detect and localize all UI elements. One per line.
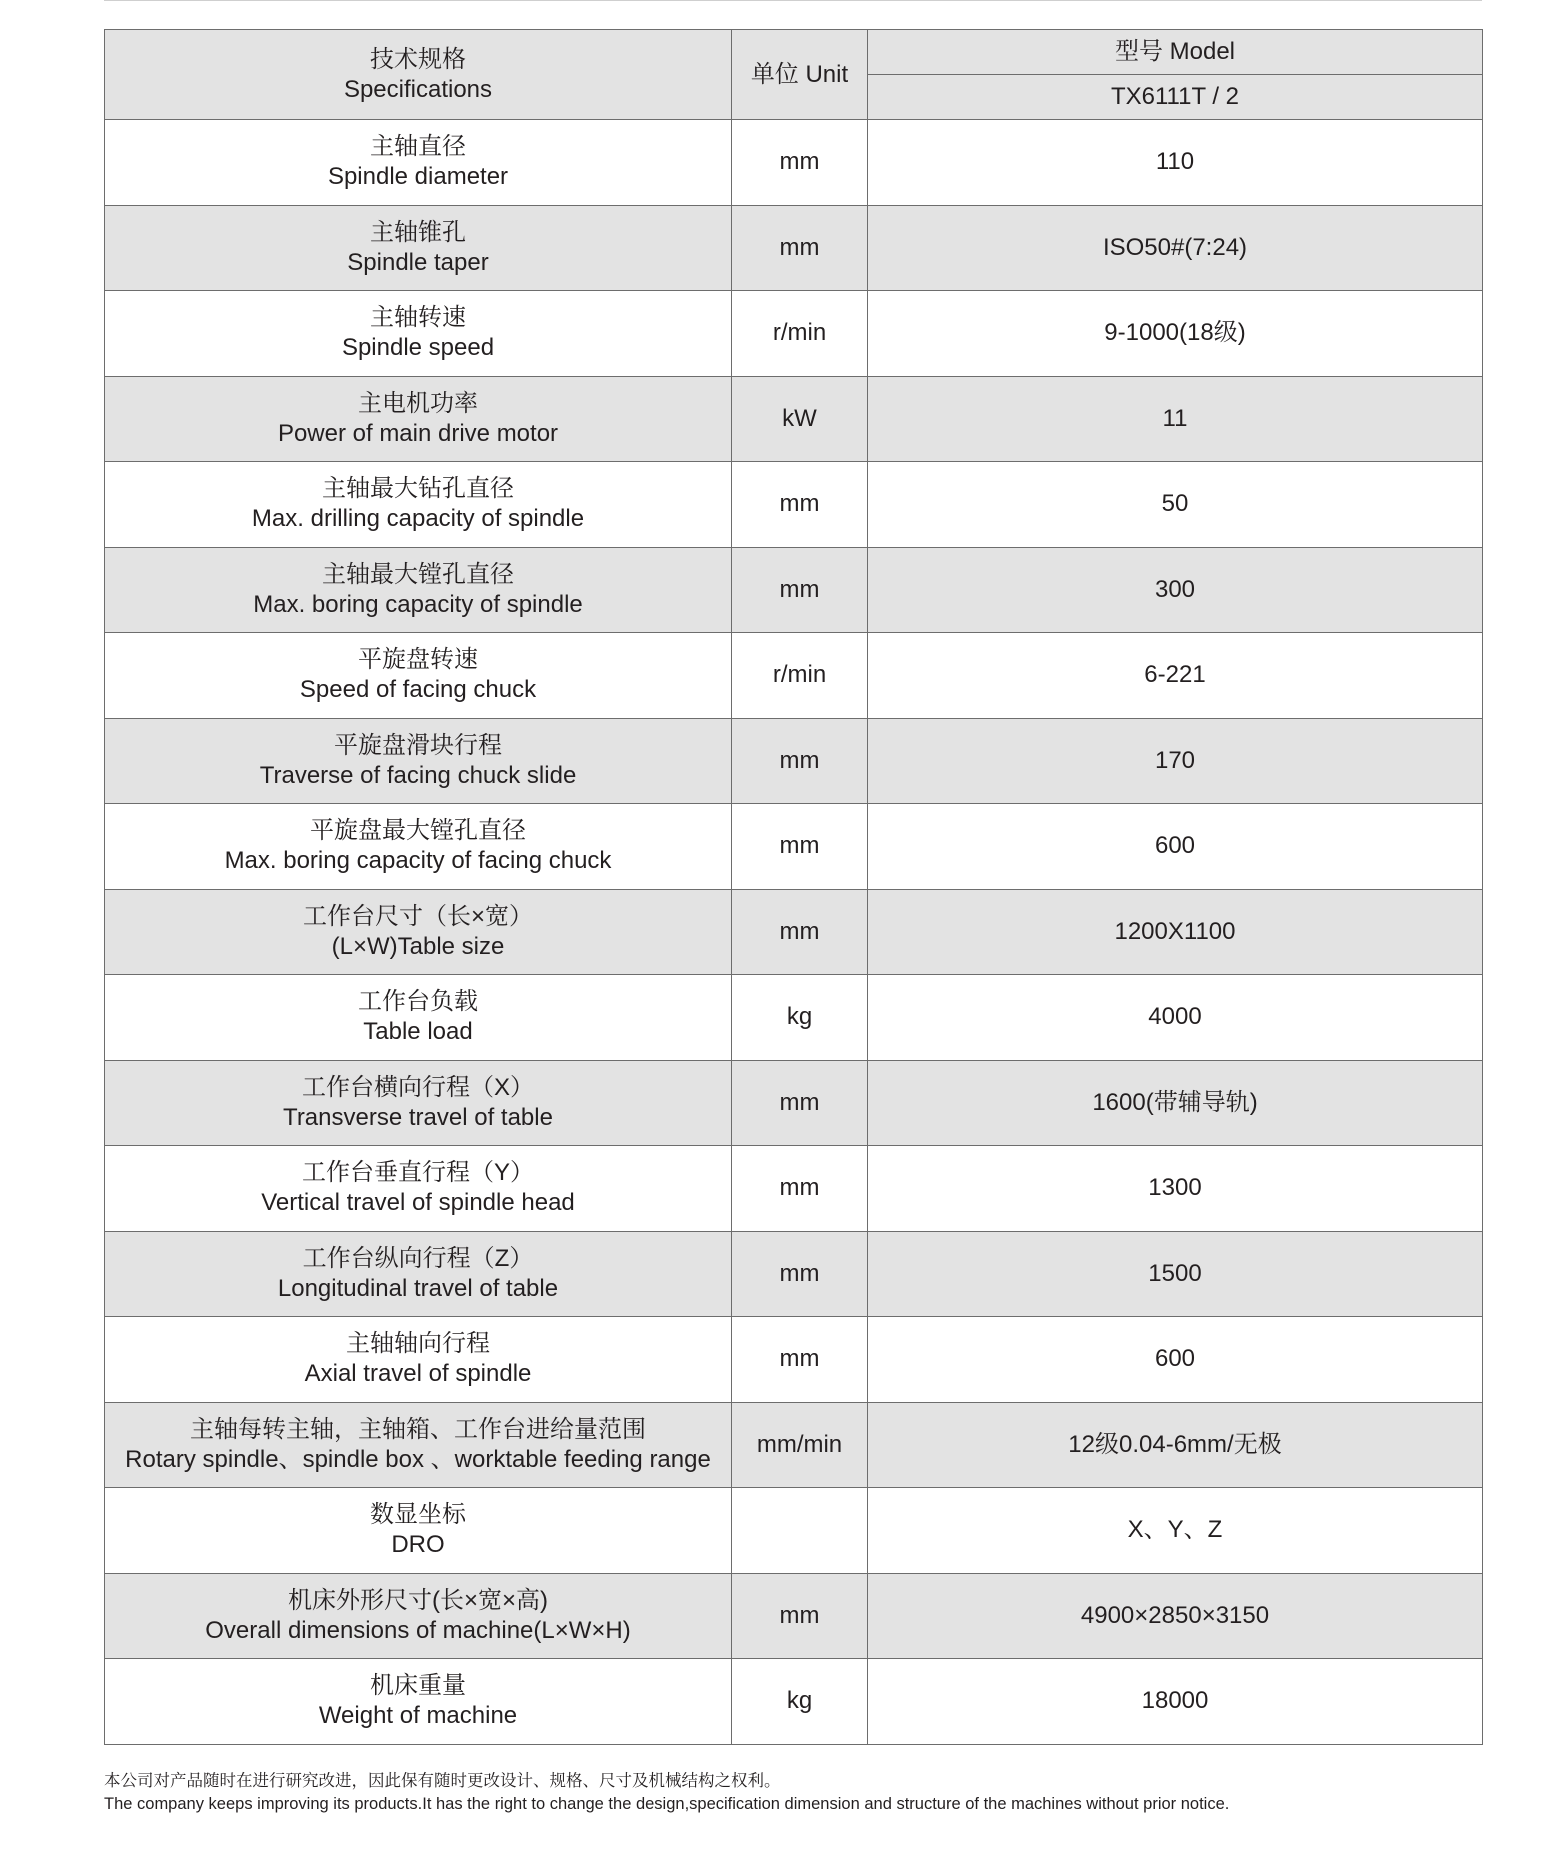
- spec-name-zh: 主轴转速: [370, 304, 466, 332]
- spec-name-zh: 平旋盘最大镗孔直径: [310, 817, 526, 845]
- spec-cell: [105, 462, 732, 548]
- table-row: [105, 1402, 1483, 1488]
- table-row: [105, 1060, 1483, 1146]
- spec-cell: [105, 1317, 732, 1403]
- spec-name-en: Speed of facing chuck: [299, 676, 537, 704]
- spec-cell: [105, 1060, 732, 1146]
- table-row: [105, 1317, 1483, 1403]
- value-cell: 12级0.04-6mm/无极: [868, 1402, 1483, 1488]
- table-row: [105, 1231, 1483, 1317]
- spec-name-zh: 工作台纵向行程（Z）: [302, 1244, 534, 1272]
- spec-name-zh: 工作台负载: [358, 988, 478, 1016]
- spec-name-zh: 工作台横向行程（X）: [301, 1073, 534, 1101]
- spec-cell: [105, 1146, 732, 1232]
- unit-cell: mm: [732, 804, 868, 890]
- spec-name-zh: 数显坐标: [370, 1501, 466, 1529]
- unit-cell: [732, 1488, 868, 1574]
- header-model-label: 型号 Model: [868, 30, 1483, 75]
- table-row: [105, 205, 1483, 291]
- spec-cell: [105, 633, 732, 719]
- unit-cell: mm: [732, 1146, 868, 1232]
- spec-cell: [105, 547, 732, 633]
- value-cell: 300: [868, 547, 1483, 633]
- spec-cell: [105, 205, 732, 291]
- spec-cell: [105, 975, 732, 1061]
- unit-cell: mm/min: [732, 1402, 868, 1488]
- header-model-value: TX6111T / 2: [868, 75, 1483, 120]
- table-row: [105, 975, 1483, 1061]
- unit-cell: mm: [732, 547, 868, 633]
- value-cell: 11: [868, 376, 1483, 462]
- spec-cell: [105, 889, 732, 975]
- value-cell: 110: [868, 120, 1483, 206]
- header-spec-cell: [105, 30, 732, 120]
- unit-cell: kW: [732, 376, 868, 462]
- value-cell: 6-221: [868, 633, 1483, 719]
- table-row: [105, 547, 1483, 633]
- table-row: [105, 804, 1483, 890]
- value-cell: 1200X1100: [868, 889, 1483, 975]
- spec-name-en: Traverse of facing chuck slide: [259, 761, 577, 789]
- value-cell: 18000: [868, 1659, 1483, 1745]
- disclaimer-en: The company keeps improving its products.It has the right to change the design,specification dimension and structure of the machines without prior notice.: [104, 1795, 1230, 1813]
- spec-name-en: Weight of machine: [318, 1702, 518, 1730]
- spec-name-en: Power of main drive motor: [277, 419, 559, 447]
- spec-name-zh: 机床外形尺寸(长×宽×高): [287, 1586, 548, 1614]
- top-rule: [104, 0, 1482, 1]
- table-row: [105, 120, 1483, 206]
- unit-cell: mm: [732, 1317, 868, 1403]
- value-cell: 4000: [868, 975, 1483, 1061]
- spec-cell: [105, 804, 732, 890]
- disclaimer-zh: 本公司对产品随时在进行研究改进，因此保有随时更改设计、规格、尺寸及机械结构之权利。: [104, 1772, 781, 1790]
- spec-name-zh: 工作台尺寸（长×宽）: [302, 902, 533, 930]
- unit-cell: kg: [732, 1659, 868, 1745]
- spec-name-zh: 机床重量: [370, 1672, 466, 1700]
- header-row: [105, 30, 1483, 75]
- unit-cell: mm: [732, 120, 868, 206]
- spec-name-zh: 平旋盘转速: [358, 646, 478, 674]
- unit-cell: mm: [732, 205, 868, 291]
- spec-name-en: Max. boring capacity of facing chuck: [224, 847, 612, 875]
- unit-cell: mm: [732, 1231, 868, 1317]
- spec-cell: [105, 1231, 732, 1317]
- spec-cell: [105, 1659, 732, 1745]
- value-cell: 600: [868, 804, 1483, 890]
- value-cell: 170: [868, 718, 1483, 804]
- spec-name-zh: 主轴轴向行程: [346, 1330, 490, 1358]
- table-row: [105, 889, 1483, 975]
- header-spec-en: Specifications: [343, 75, 493, 103]
- value-cell: 1600(带辅导轨): [868, 1060, 1483, 1146]
- spec-cell: [105, 1488, 732, 1574]
- spec-name-en: Max. drilling capacity of spindle: [251, 505, 585, 533]
- spec-name-zh: 主轴直径: [370, 133, 466, 161]
- specifications-body: [105, 30, 1483, 1745]
- spec-name-en: DRO: [391, 1531, 445, 1559]
- unit-cell: mm: [732, 1573, 868, 1659]
- unit-cell: mm: [732, 718, 868, 804]
- table-row: [105, 462, 1483, 548]
- table-row: [105, 376, 1483, 462]
- value-cell: 50: [868, 462, 1483, 548]
- spec-name-en: Spindle taper: [347, 248, 489, 276]
- table-row: [105, 1146, 1483, 1232]
- spec-name-en: Rotary spindle、spindle box 、worktable feeding range: [125, 1445, 711, 1473]
- unit-cell: r/min: [732, 633, 868, 719]
- spec-name-zh: 主轴每转主轴，主轴箱、工作台进给量范围: [190, 1415, 646, 1443]
- spec-name-en: Overall dimensions of machine(L×W×H): [205, 1616, 631, 1644]
- value-cell: X、Y、Z: [868, 1488, 1483, 1574]
- table-row: [105, 1488, 1483, 1574]
- spec-cell: [105, 1402, 732, 1488]
- spec-name-en: Axial travel of spindle: [304, 1360, 532, 1388]
- header-unit: 单位 Unit: [732, 30, 868, 120]
- spec-name-zh: 主轴锥孔: [370, 218, 466, 246]
- value-cell: 1500: [868, 1231, 1483, 1317]
- spec-name-zh: 平旋盘滑块行程: [334, 731, 502, 759]
- unit-cell: mm: [732, 1060, 868, 1146]
- spec-name-en: Table load: [363, 1018, 473, 1046]
- header-spec-zh: 技术规格: [370, 45, 466, 73]
- spec-name-en: Max. boring capacity of spindle: [253, 590, 583, 618]
- table-row: [105, 291, 1483, 377]
- spec-cell: [105, 1573, 732, 1659]
- value-cell: ISO50#(7:24): [868, 205, 1483, 291]
- value-cell: 600: [868, 1317, 1483, 1403]
- table-row: [105, 1573, 1483, 1659]
- unit-cell: r/min: [732, 291, 868, 377]
- spec-name-zh: 主电机功率: [358, 389, 478, 417]
- spec-name-en: Spindle speed: [341, 334, 495, 362]
- disclaimer: [104, 1770, 1229, 1816]
- spec-name-en: Transverse travel of table: [283, 1103, 553, 1131]
- spec-name-en: Longitudinal travel of table: [277, 1274, 559, 1302]
- value-cell: 4900×2850×3150: [868, 1573, 1483, 1659]
- table-row: [105, 718, 1483, 804]
- spec-name-zh: 工作台垂直行程（Y）: [301, 1159, 534, 1187]
- table-row: [105, 633, 1483, 719]
- value-cell: 1300: [868, 1146, 1483, 1232]
- spec-name-en: (L×W)Table size: [331, 932, 505, 960]
- spec-name-en: Spindle diameter: [327, 163, 509, 191]
- value-cell: 9-1000(18级): [868, 291, 1483, 377]
- unit-cell: mm: [732, 462, 868, 548]
- spec-cell: [105, 120, 732, 206]
- unit-cell: mm: [732, 889, 868, 975]
- specifications-table: [104, 29, 1483, 1745]
- spec-name-zh: 主轴最大镗孔直径: [322, 560, 514, 588]
- table-row: [105, 1659, 1483, 1745]
- spec-cell: [105, 291, 732, 377]
- spec-name-zh: 主轴最大钻孔直径: [322, 475, 514, 503]
- unit-cell: kg: [732, 975, 868, 1061]
- spec-cell: [105, 718, 732, 804]
- spec-cell: [105, 376, 732, 462]
- spec-name-en: Vertical travel of spindle head: [261, 1189, 575, 1217]
